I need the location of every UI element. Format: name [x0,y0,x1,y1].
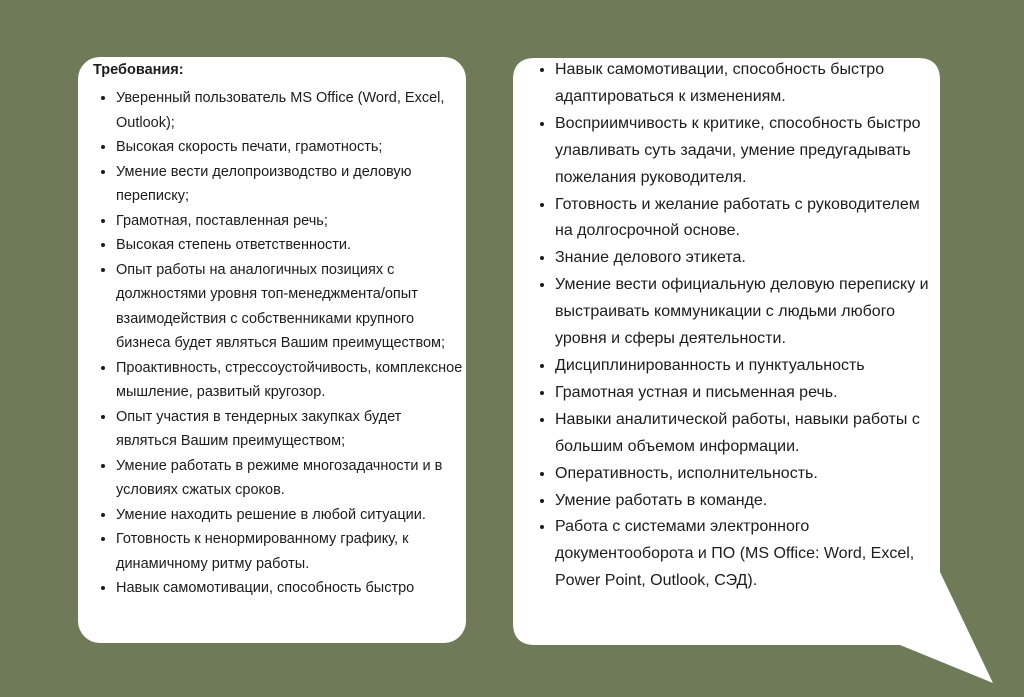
list-item: • Опыт участия в тендерных закупках будет являться Вашим преимуществом; [116,405,466,454]
list-item: • Уверенный пользователь MS Office (Word, Excel, Outlook); [116,86,466,135]
list-item: • Умение работать в режиме многозадачности и в условиях сжатых сроков. [116,454,466,503]
list-item: • Умение вести делопроизводство и деловую переписку; [116,160,466,209]
list-item: • Дисциплинированность и пунктуальность [555,353,933,380]
requirements-heading: Требования: [93,62,184,78]
list-item: • Проактивность, стрессоустойчивость, комплексное мышление, развитый кругозор. [116,356,466,405]
list-item: • Готовность к ненормированному графику, к динамичному ритму работы. [116,527,466,576]
list-item: • Опыт работы на аналогичных позициях с должностями уровня топ-менеджмента/опыт взаимодействия с собственниками крупного бизнеса будет являться Вашим преимуществом; [116,258,466,356]
list-item: • Работа с системами электронного документооборота и ПО (MS Office: Word, Excel, Power Point, Outlook, СЭД). [555,514,933,595]
list-item: • Грамотная, поставленная речь; [116,209,466,234]
list-item: • Восприимчивость к критике, способность быстро улавливать суть задачи, умение предугадывать пожелания руководителя. [555,111,933,192]
list-item: • Навыки аналитической работы, навыки работы с большим объемом информации. [555,407,933,461]
list-item: • Высокая степень ответственности. [116,233,466,258]
list-item: • Умение работать в команде. [555,488,933,515]
list-item: • Готовность и желание работать с руководителем на долгосрочной основе. [555,192,933,246]
requirements-list-right [513,57,933,595]
list-item: • Умение вести официальную деловую переписку и выстраивать коммуникации с людьми любого уровня и сферы деятельности. [555,272,933,353]
list-item: • Знание делового этикета. [555,245,933,272]
list-item: • Навык самомотивации, способность быстро адаптироваться к изменениям. [555,57,933,111]
list-item: • Грамотная устная и письменная речь. [555,380,933,407]
list-item: • Высокая скорость печати, грамотность; [116,135,466,160]
list-item: • Навык самомотивации, способность быстро [116,576,466,601]
requirements-card-right [513,57,933,595]
list-item: • Умение находить решение в любой ситуации. [116,503,466,528]
list-item: • Оперативность, исполнительность. [555,461,933,488]
